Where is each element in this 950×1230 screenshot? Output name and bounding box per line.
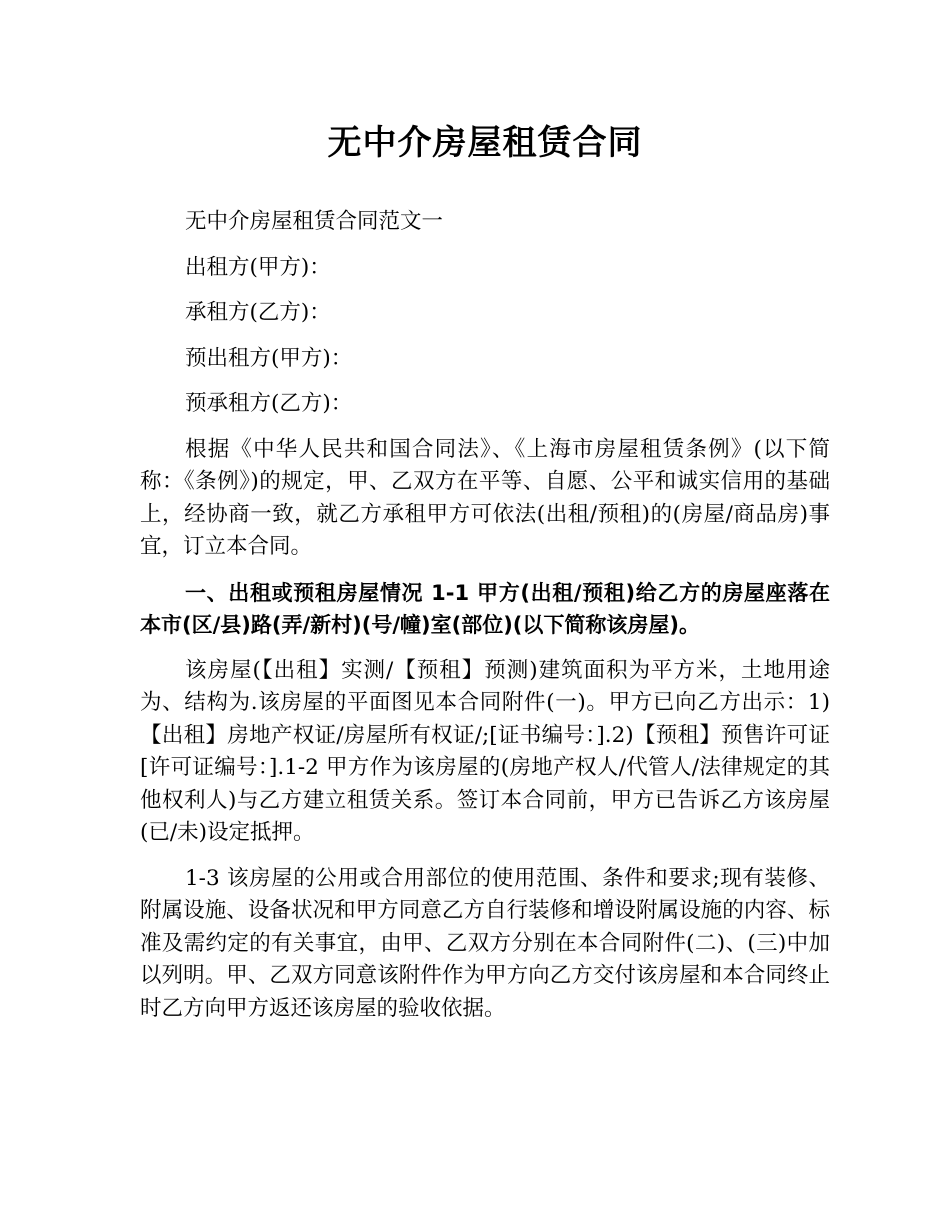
paragraph-pre-lessor: 预出租方(甲方)： <box>185 345 353 371</box>
document-page <box>140 0 830 1025</box>
paragraph-legal-basis: 根据《中华人民共和国合同法》、《上海市房屋租赁条例》(以下简称：《条例》)的规定，甲、乙双方在平等、自愿、公平和诚实信用的基础上，经协商一致，就乙方承租甲方可依法(出租/预租)的(房屋/商品房)事宜，订立本合同。 <box>140 436 830 559</box>
section-heading-property: 一、出租或预租房屋情况 1-1 甲方(出租/预租)给乙方的房屋座落在本市(区/县)路(弄/新村)(号/幢)室(部位)(以下简称该房屋)。 <box>140 580 830 637</box>
paragraph-pre-lessee: 预承租方(乙方)： <box>185 391 353 416</box>
paragraph-sample-label: 无中介房屋租赁合同范文一 <box>185 209 444 234</box>
paragraph-lessee: 承租方(乙方)： <box>185 300 331 325</box>
document-title: 无中介房屋租赁合同 <box>327 123 643 163</box>
paragraph-property-details: 该房屋(【出租】实测/【预租】预测)建筑面积为平方米，土地用途为、结构为.该房屋的平面图见本合同附件(一)。甲方已向乙方出示：1)【出租】房地产权证/房屋所有权证/;[证书编号：].2)【预租】预售许可证[许可证编号：].1-2 甲方作为该房屋的(房地产权人/代管人/法律规定的其他权利人)与乙方建立租赁关系。签订本合同前，甲方已告诉乙方该房屋(已/未)设定抵押。 <box>140 657 830 845</box>
paragraph-common-areas: 1-3 该房屋的公用或合用部位的使用范围、条件和要求;现有装修、附属设施、设备状况和甲方同意乙方自行装修和增设附属设施的内容、标准及需约定的有关事宜，由甲、乙双方分别在本合同附件(二)、(三)中加以列明。甲、乙双方同意该附件作为甲方向乙方交付该房屋和本合同终止时乙方向甲方返还该房屋的验收依据。 <box>140 865 830 1021</box>
paragraph-lessor: 出租方(甲方)： <box>185 254 331 280</box>
